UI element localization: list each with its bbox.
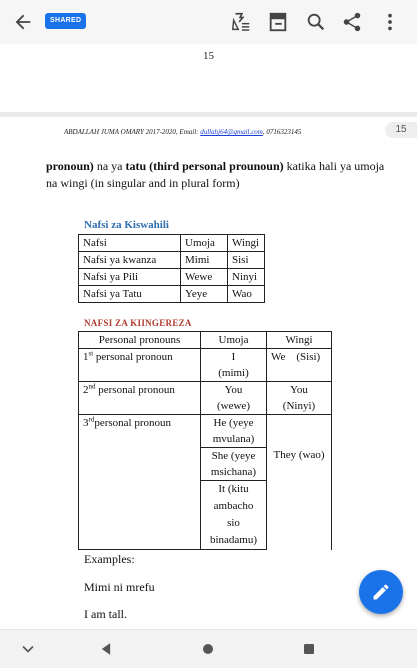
table-cell bbox=[267, 382, 332, 415]
table-cell: Wewe bbox=[181, 269, 228, 286]
row-label: personal pronoun bbox=[94, 417, 172, 429]
previous-page-number: 15 bbox=[203, 50, 214, 62]
edit-pencil-icon bbox=[371, 582, 391, 602]
back-arrow-icon[interactable] bbox=[12, 11, 34, 33]
table-cell: Mimi bbox=[181, 252, 228, 269]
nav-recents-icon[interactable] bbox=[299, 639, 319, 659]
table-cell: Wingi bbox=[267, 332, 332, 349]
email-link[interactable]: dullahj64@gmail.com bbox=[200, 128, 263, 136]
table-cell bbox=[79, 349, 201, 382]
para-bold-1: pronoun) bbox=[46, 159, 94, 173]
table-cell: Sisi bbox=[228, 252, 265, 269]
table-cell bbox=[201, 382, 267, 415]
table-row bbox=[79, 415, 332, 448]
ordinal: 3 bbox=[83, 417, 89, 429]
previous-page-tail bbox=[0, 44, 417, 112]
table-cell bbox=[79, 382, 201, 415]
row-label: personal pronoun bbox=[93, 351, 173, 363]
shared-badge[interactable]: SHARED bbox=[45, 13, 86, 29]
table-cell: Nafsi ya kwanza bbox=[79, 252, 181, 269]
examples-label: Examples: bbox=[84, 552, 135, 566]
table-row bbox=[79, 269, 265, 286]
ordinal-suffix: nd bbox=[88, 382, 96, 391]
ordinal: 2 bbox=[83, 384, 89, 396]
table-cell bbox=[201, 448, 267, 481]
page-divider bbox=[0, 112, 417, 117]
author-line: ABDALLAH JUMA OMARY 2017-2020, Email: bbox=[64, 128, 201, 136]
intro-paragraph bbox=[46, 158, 386, 192]
nav-back-icon[interactable] bbox=[96, 639, 116, 659]
table-cell: Personal pronouns bbox=[79, 332, 201, 349]
cell-line: (wewe) bbox=[217, 400, 250, 412]
search-icon[interactable] bbox=[305, 11, 327, 33]
table-cell: Wingi bbox=[228, 235, 265, 252]
nav-home-icon[interactable] bbox=[198, 639, 218, 659]
table-cell: Nafsi ya Tatu bbox=[79, 286, 181, 303]
edit-fab-button[interactable] bbox=[359, 570, 403, 614]
para-text-2: katika hali ya umoja na wingi (in singular and in plural form) bbox=[46, 159, 385, 190]
cell-line: (Ninyi) bbox=[282, 400, 316, 412]
para-text-1: na ya bbox=[93, 159, 126, 173]
ordinal-suffix: st bbox=[88, 349, 94, 358]
table-cell bbox=[267, 415, 332, 550]
collapse-chevron-icon[interactable] bbox=[18, 639, 38, 659]
page-indicator: 15 bbox=[385, 122, 417, 138]
cell-line: (mimi) bbox=[218, 367, 249, 379]
share-icon[interactable] bbox=[341, 11, 363, 33]
table-row bbox=[79, 382, 332, 415]
cell-line: mvulana) bbox=[212, 433, 255, 445]
english-heading: NAFSI ZA KIINGEREZA bbox=[84, 318, 192, 328]
table-cell bbox=[79, 415, 201, 550]
cell-line: She (yeye bbox=[211, 450, 256, 462]
example-line: I am tall. bbox=[84, 607, 127, 621]
top-app-bar bbox=[0, 0, 417, 45]
system-nav-bar bbox=[0, 629, 417, 668]
para-bold-2: tatu (third personal prounoun) bbox=[125, 159, 284, 173]
table-cell: Wao bbox=[228, 286, 265, 303]
cell-line: You bbox=[224, 384, 243, 396]
table-cell: Umoja bbox=[181, 235, 228, 252]
row-label: personal pronoun bbox=[95, 384, 175, 396]
cell-line: They (wao) bbox=[273, 449, 325, 461]
table-cell bbox=[201, 481, 267, 550]
table-row bbox=[79, 252, 265, 269]
table-cell: Ninyi bbox=[228, 269, 265, 286]
table-cell bbox=[201, 415, 267, 448]
cell-line: ambacho bbox=[213, 500, 254, 512]
cell-line: sio bbox=[227, 517, 240, 529]
phone-number: , 0716323145 bbox=[262, 128, 302, 136]
table-row bbox=[79, 286, 265, 303]
cell-line: I bbox=[231, 351, 236, 363]
bookmark-icon[interactable] bbox=[267, 11, 289, 33]
swahili-table bbox=[78, 234, 265, 303]
cell-line: msichana) bbox=[210, 466, 257, 478]
swahili-heading: Nafsi za Kiswahili bbox=[84, 219, 169, 231]
table-row bbox=[79, 332, 332, 349]
table-cell: Nafsi bbox=[79, 235, 181, 252]
cell-line: He (yeye bbox=[213, 417, 254, 429]
ordinal: 1 bbox=[83, 351, 89, 363]
english-table bbox=[78, 331, 332, 550]
cell-line: binadamu) bbox=[209, 534, 258, 546]
document-header bbox=[64, 128, 384, 136]
table-cell: Umoja bbox=[201, 332, 267, 349]
cell-line: It (kitu bbox=[218, 483, 249, 495]
example-line: Mimi ni mrefu bbox=[84, 580, 155, 594]
ordinal-suffix: rd bbox=[88, 415, 95, 424]
reading-mode-icon[interactable] bbox=[230, 11, 252, 33]
table-row bbox=[79, 349, 332, 382]
cell-line: You bbox=[290, 384, 308, 396]
table-row bbox=[79, 235, 265, 252]
table-cell: Yeye bbox=[181, 286, 228, 303]
table-cell bbox=[201, 349, 267, 382]
more-vert-icon[interactable] bbox=[379, 11, 401, 33]
table-cell: We (Sisi) bbox=[267, 349, 332, 382]
table-cell: Nafsi ya Pili bbox=[79, 269, 181, 286]
